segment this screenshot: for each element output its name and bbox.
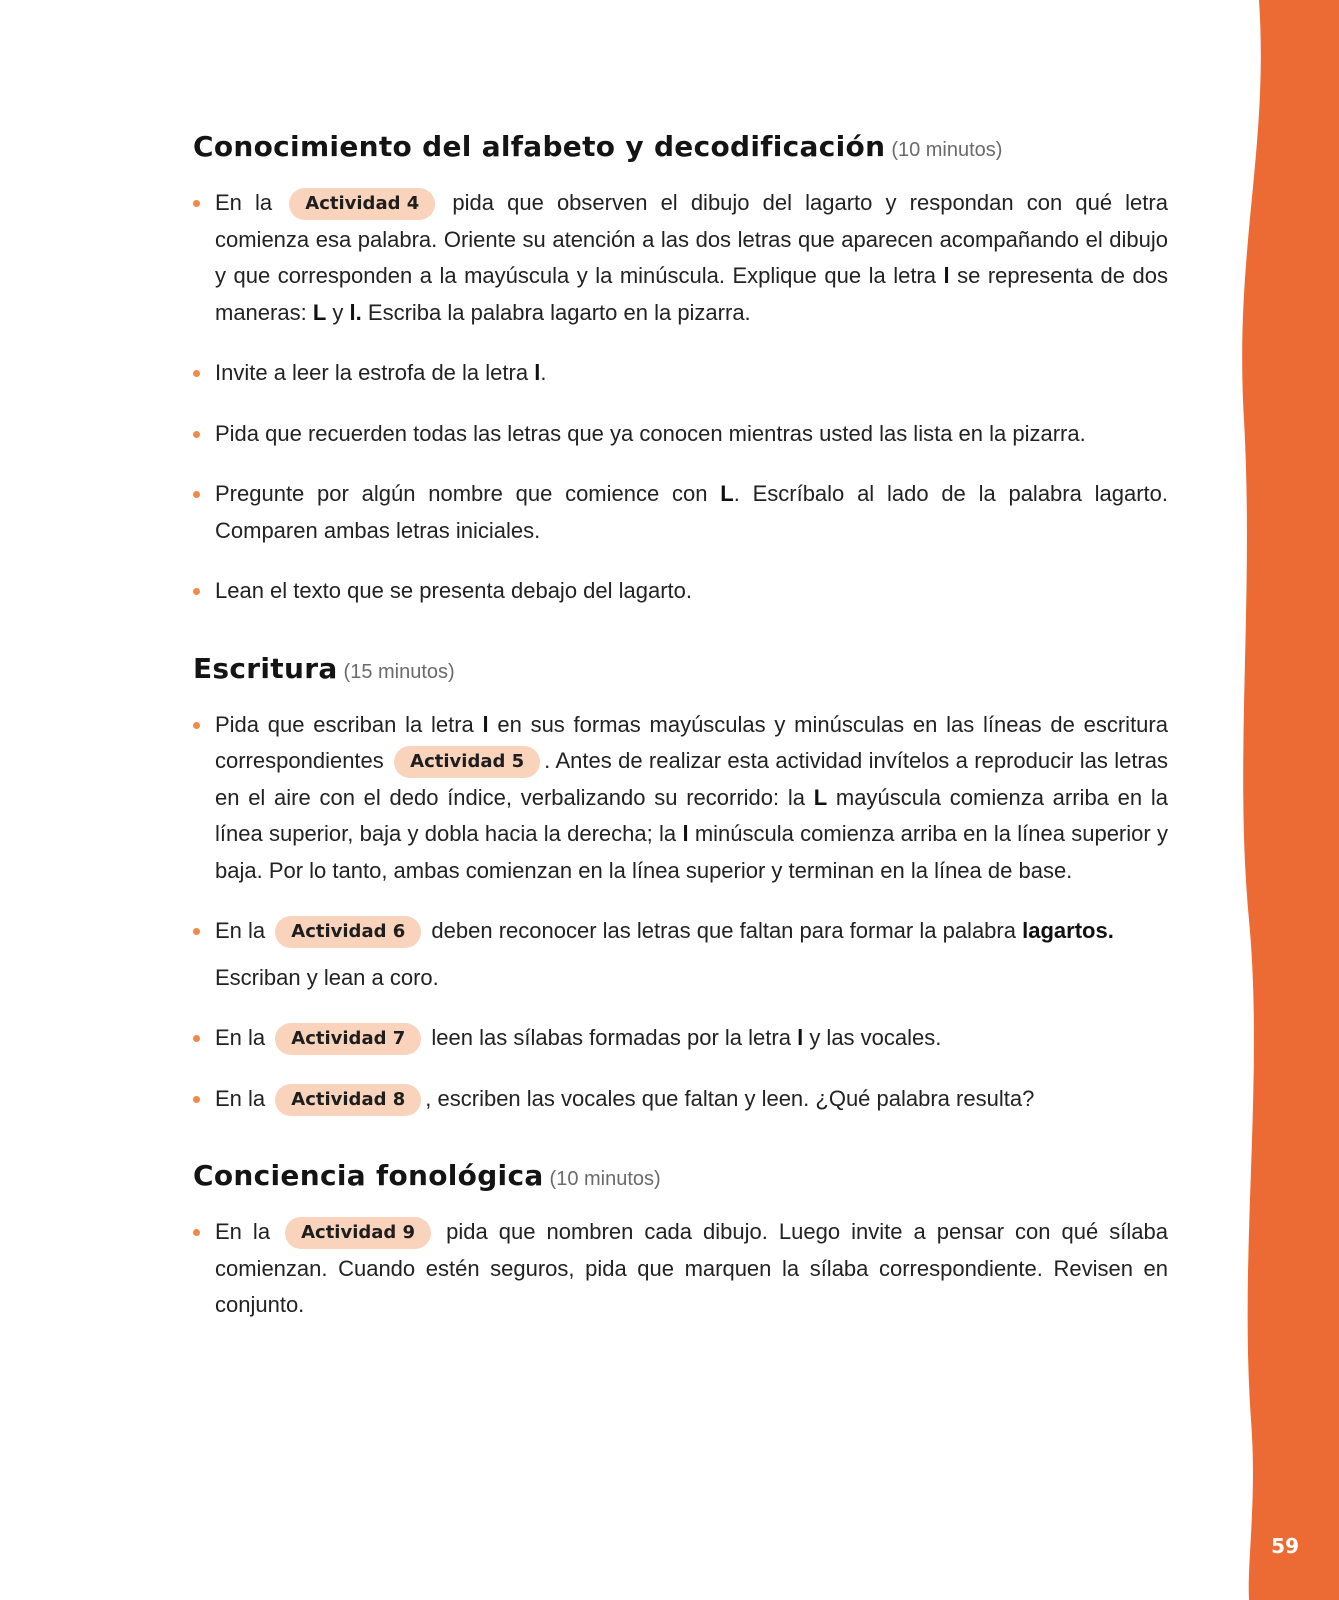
section-minutes: (15 minutos) — [343, 660, 455, 683]
item-text: minúscula comienza arriba en la línea superior y baja. Por lo tanto, ambas comienzan en la línea superior y terminan en la línea de base. — [215, 821, 1168, 883]
bold-letter: L — [813, 784, 828, 810]
section-title-text: Conciencia fonológica — [193, 1159, 544, 1192]
item-text: Escriban y lean a coro. — [215, 964, 439, 990]
item-text: . Antes de realizar esta actividad invítelos a reproducir las letras en el aire con el dedo índice, verbalizando su recorrido: la — [215, 748, 1168, 810]
bold-letter: l — [534, 360, 541, 385]
page-number: 59 — [1271, 1534, 1299, 1558]
item-text: Pregunte por algún nombre que comience con — [215, 481, 708, 506]
activity-badge: Actividad 5 — [394, 746, 540, 778]
section-title-text: Conocimiento del alfabeto y decodificación — [193, 130, 886, 163]
list-item — [193, 416, 1168, 453]
section-escritura — [193, 652, 1168, 1118]
item-text: deben reconocer las letras que faltan para formar la palabra — [431, 918, 1016, 943]
bullet-list — [193, 1214, 1168, 1324]
list-item — [193, 707, 1168, 890]
section-title — [193, 130, 1168, 163]
item-text: En la — [215, 918, 266, 943]
bold-letter: l — [482, 711, 489, 737]
section-alfabeto — [193, 130, 1168, 610]
bold-letter: L — [312, 299, 327, 325]
list-item — [193, 355, 1168, 392]
bold-letter: l — [797, 1025, 804, 1050]
item-text: Invite a leer la estrofa de la letra — [215, 360, 529, 385]
bold-letter: l — [943, 263, 950, 288]
section-title — [193, 1159, 1168, 1192]
section-minutes: (10 minutos) — [891, 139, 1003, 161]
item-text: En la — [215, 1219, 271, 1244]
list-item — [193, 1214, 1168, 1324]
item-text: En la — [215, 1085, 266, 1111]
section-title-text: Escritura — [193, 651, 338, 685]
item-text: Lean el texto que se presenta debajo del lagarto. — [215, 578, 693, 603]
item-text: y las vocales. — [809, 1025, 942, 1050]
orange-side-stripe — [1229, 0, 1339, 1600]
activity-badge: Actividad 6 — [275, 916, 421, 948]
list-item — [193, 1020, 1168, 1057]
list-item — [193, 573, 1168, 610]
activity-badge: Actividad 7 — [275, 1023, 421, 1055]
item-text: Pida que recuerden todas las letras que ya conocen mientras usted las lista en la pizarra. — [215, 420, 1086, 446]
item-text: leen las sílabas formadas por la letra — [431, 1025, 791, 1050]
bullet-list — [193, 707, 1168, 1118]
item-text: En la — [215, 190, 273, 215]
page-content — [193, 130, 1168, 1366]
bold-word: lagartos. — [1022, 918, 1114, 943]
section-minutes: (10 minutos) — [549, 1168, 661, 1190]
bullet-list — [193, 185, 1168, 610]
item-text: pida que nombren cada dibujo. Luego invite a pensar con qué sílaba comienzan. Cuando estén seguros, pida que marquen la sílaba correspondiente. Revisen en conjunto. — [215, 1219, 1168, 1317]
activity-badge: Actividad 9 — [285, 1217, 431, 1249]
list-item — [193, 913, 1168, 996]
activity-badge: Actividad 8 — [275, 1084, 421, 1116]
list-item — [193, 185, 1168, 331]
item-text: . — [540, 360, 547, 385]
bold-letter: l — [682, 821, 689, 846]
item-text: en sus formas mayúsculas y minúsculas en las líneas de escritura correspondientes — [215, 711, 1168, 773]
item-text: y — [332, 299, 344, 325]
section-title — [193, 652, 1168, 685]
bold-letter: l. — [349, 299, 362, 325]
item-text: Escriba la palabra lagarto en la pizarra. — [367, 299, 751, 325]
item-text: , escriben las vocales que faltan y leen. ¿Qué palabra resulta? — [425, 1085, 1035, 1111]
list-item — [193, 1081, 1168, 1118]
item-text: se representa de dos maneras: — [215, 263, 1168, 325]
list-item — [193, 476, 1168, 549]
item-text: mayúscula comienza arriba en la línea superior, baja y dobla hacia la derecha; la — [215, 784, 1168, 846]
bold-letter: L — [720, 481, 734, 506]
item-text: pida que observen el dibujo del lagarto y respondan con qué letra comienza esa palabra. Oriente su atención a las dos letras que aparecen acompañando el dibujo y que corresponden a la mayúscula y la minúscula. Explique que la letra — [215, 190, 1168, 288]
item-text: En la — [215, 1025, 266, 1050]
activity-badge: Actividad 4 — [289, 188, 435, 220]
item-text: Pida que escriban la letra — [215, 711, 474, 737]
wavy-stripe-shape — [1229, 0, 1339, 1600]
item-text: . Escríbalo al lado de la palabra lagarto. Comparen ambas letras iniciales. — [215, 481, 1168, 543]
section-conciencia-fonologica — [193, 1159, 1168, 1324]
